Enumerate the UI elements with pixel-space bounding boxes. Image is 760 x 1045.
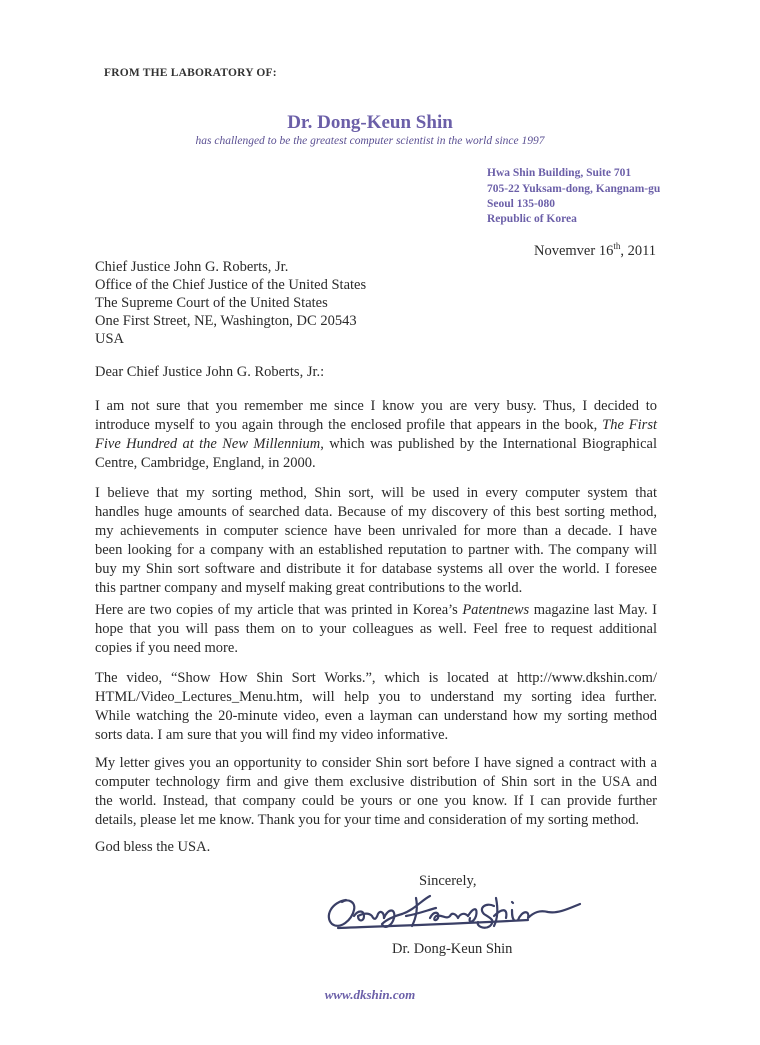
paragraph-1-line-3 xyxy=(95,435,657,454)
magazine-name: Patentnews xyxy=(462,602,530,618)
p3-l1-text-a: Here are two copies of my article that was printed in Korea’s xyxy=(95,602,463,618)
date-month-day: Novemver 16 xyxy=(534,242,614,259)
lab-label: FROM THE LABORATORY OF: xyxy=(104,67,277,79)
paragraph-4-line-1: The video, “Show How Shin Sort Works.”, which is located at http://www.dkshin.com/ xyxy=(95,670,657,686)
paragraph-4-line-4: sorts data. I am sure that you will find my video informative. xyxy=(95,727,449,743)
paragraph-3-line-2: hope that you will pass them on to your colleagues as well. Feel free to request additional xyxy=(95,621,657,637)
salutation: Dear Chief Justice John G. Roberts, Jr.: xyxy=(95,364,325,380)
paragraph-1-line-4: Centre, Cambridge, England, in 2000. xyxy=(95,455,316,471)
p3-l1-text-c: magazine last May. I xyxy=(529,602,657,618)
paragraph-5-line-3: the world. Instead, that company could be yours or one you know. If I can provide further xyxy=(95,793,657,809)
handwritten-signature xyxy=(318,886,598,936)
paragraph-3 xyxy=(95,601,657,658)
paragraph-4 xyxy=(95,669,657,745)
paragraph-3-line-1 xyxy=(95,601,657,620)
book-title-start: The First xyxy=(602,417,657,433)
recipient-line-3: The Supreme Court of the United States xyxy=(95,295,328,311)
address-line-1: Hwa Shin Building, Suite 701 xyxy=(487,167,632,179)
paragraph-2-line-3: my achievements in computer science have been unrivaled for more than a decade. I have xyxy=(95,523,657,539)
signoff: Sincerely, xyxy=(419,873,477,889)
letter-date xyxy=(534,241,656,260)
paragraph-2-line-5: buy my Shin sort software and distribute it for database systems all over the world. I foresee xyxy=(95,561,657,577)
paragraph-2-line-6: this partner company and myself making great contributions to the world. xyxy=(95,580,523,596)
recipient-line-1: Chief Justice John G. Roberts, Jr. xyxy=(95,259,289,275)
paragraph-4-line-2: HTML/Video_Lectures_Menu.htm, will help you to understand my sorting idea further. xyxy=(95,689,657,705)
signatory-name: Dr. Dong-Keun Shin xyxy=(392,941,513,957)
paragraph-2 xyxy=(95,484,657,598)
paragraph-2-line-1: I believe that my sorting method, Shin sort, will be used in every computer system that xyxy=(95,485,657,501)
sender-name: Dr. Dong-Keun Shin xyxy=(287,112,453,133)
paragraph-5-line-1: My letter gives you an opportunity to consider Shin sort before I have signed a contract with a xyxy=(95,755,657,771)
p1-l3-text: , which was published by the International Biographical xyxy=(320,436,657,452)
paragraph-5 xyxy=(95,754,657,830)
date-year: , 2011 xyxy=(620,242,657,259)
paragraph-2-line-4: been looking for a company with an established reputation to partner with. The company will xyxy=(95,542,657,558)
paragraph-5-line-4: details, please let me know. Thank you for your time and consideration of my sorting method. xyxy=(95,812,640,828)
website-link[interactable]: www.dkshin.com xyxy=(324,987,416,1002)
paragraph-1 xyxy=(95,397,657,473)
book-title-end: Five Hundred at the New Millennium xyxy=(95,436,321,452)
sender-tagline: has challenged to be the greatest computer scientist in the world since 1997 xyxy=(195,135,545,147)
recipient-line-4: One First Street, NE, Washington, DC 20543 xyxy=(95,313,357,329)
blessing: God bless the USA. xyxy=(95,839,211,855)
paragraph-2-line-2: handles huge amounts of searched data. Because of my discovery of this best sorting method, xyxy=(95,504,657,520)
paragraph-3-line-3: copies if you need more. xyxy=(95,640,238,656)
paragraph-4-line-3: While watching the 20-minute video, even a layman can understand how my sorting method xyxy=(95,708,657,724)
paragraph-5-line-2: computer technology firm and give them exclusive distribution of Shin sort in the USA and xyxy=(95,774,657,790)
paragraph-1-line-1: I am not sure that you remember me since I know you are very busy. Thus, I decided to xyxy=(95,398,657,414)
address-line-3: Seoul 135-080 xyxy=(487,198,556,210)
p1-l2-text: introduce myself to you again through the enclosed profile that appears in the book, xyxy=(95,417,603,433)
address-line-4: Republic of Korea xyxy=(487,213,577,225)
address-line-2: 705-22 Yuksam-dong, Kangnam-gu xyxy=(487,183,661,195)
recipient-line-5: USA xyxy=(95,331,125,347)
paragraph-1-line-2 xyxy=(95,416,657,435)
recipient-line-2: Office of the Chief Justice of the United States xyxy=(95,277,367,293)
date-suffix: th xyxy=(613,241,621,251)
